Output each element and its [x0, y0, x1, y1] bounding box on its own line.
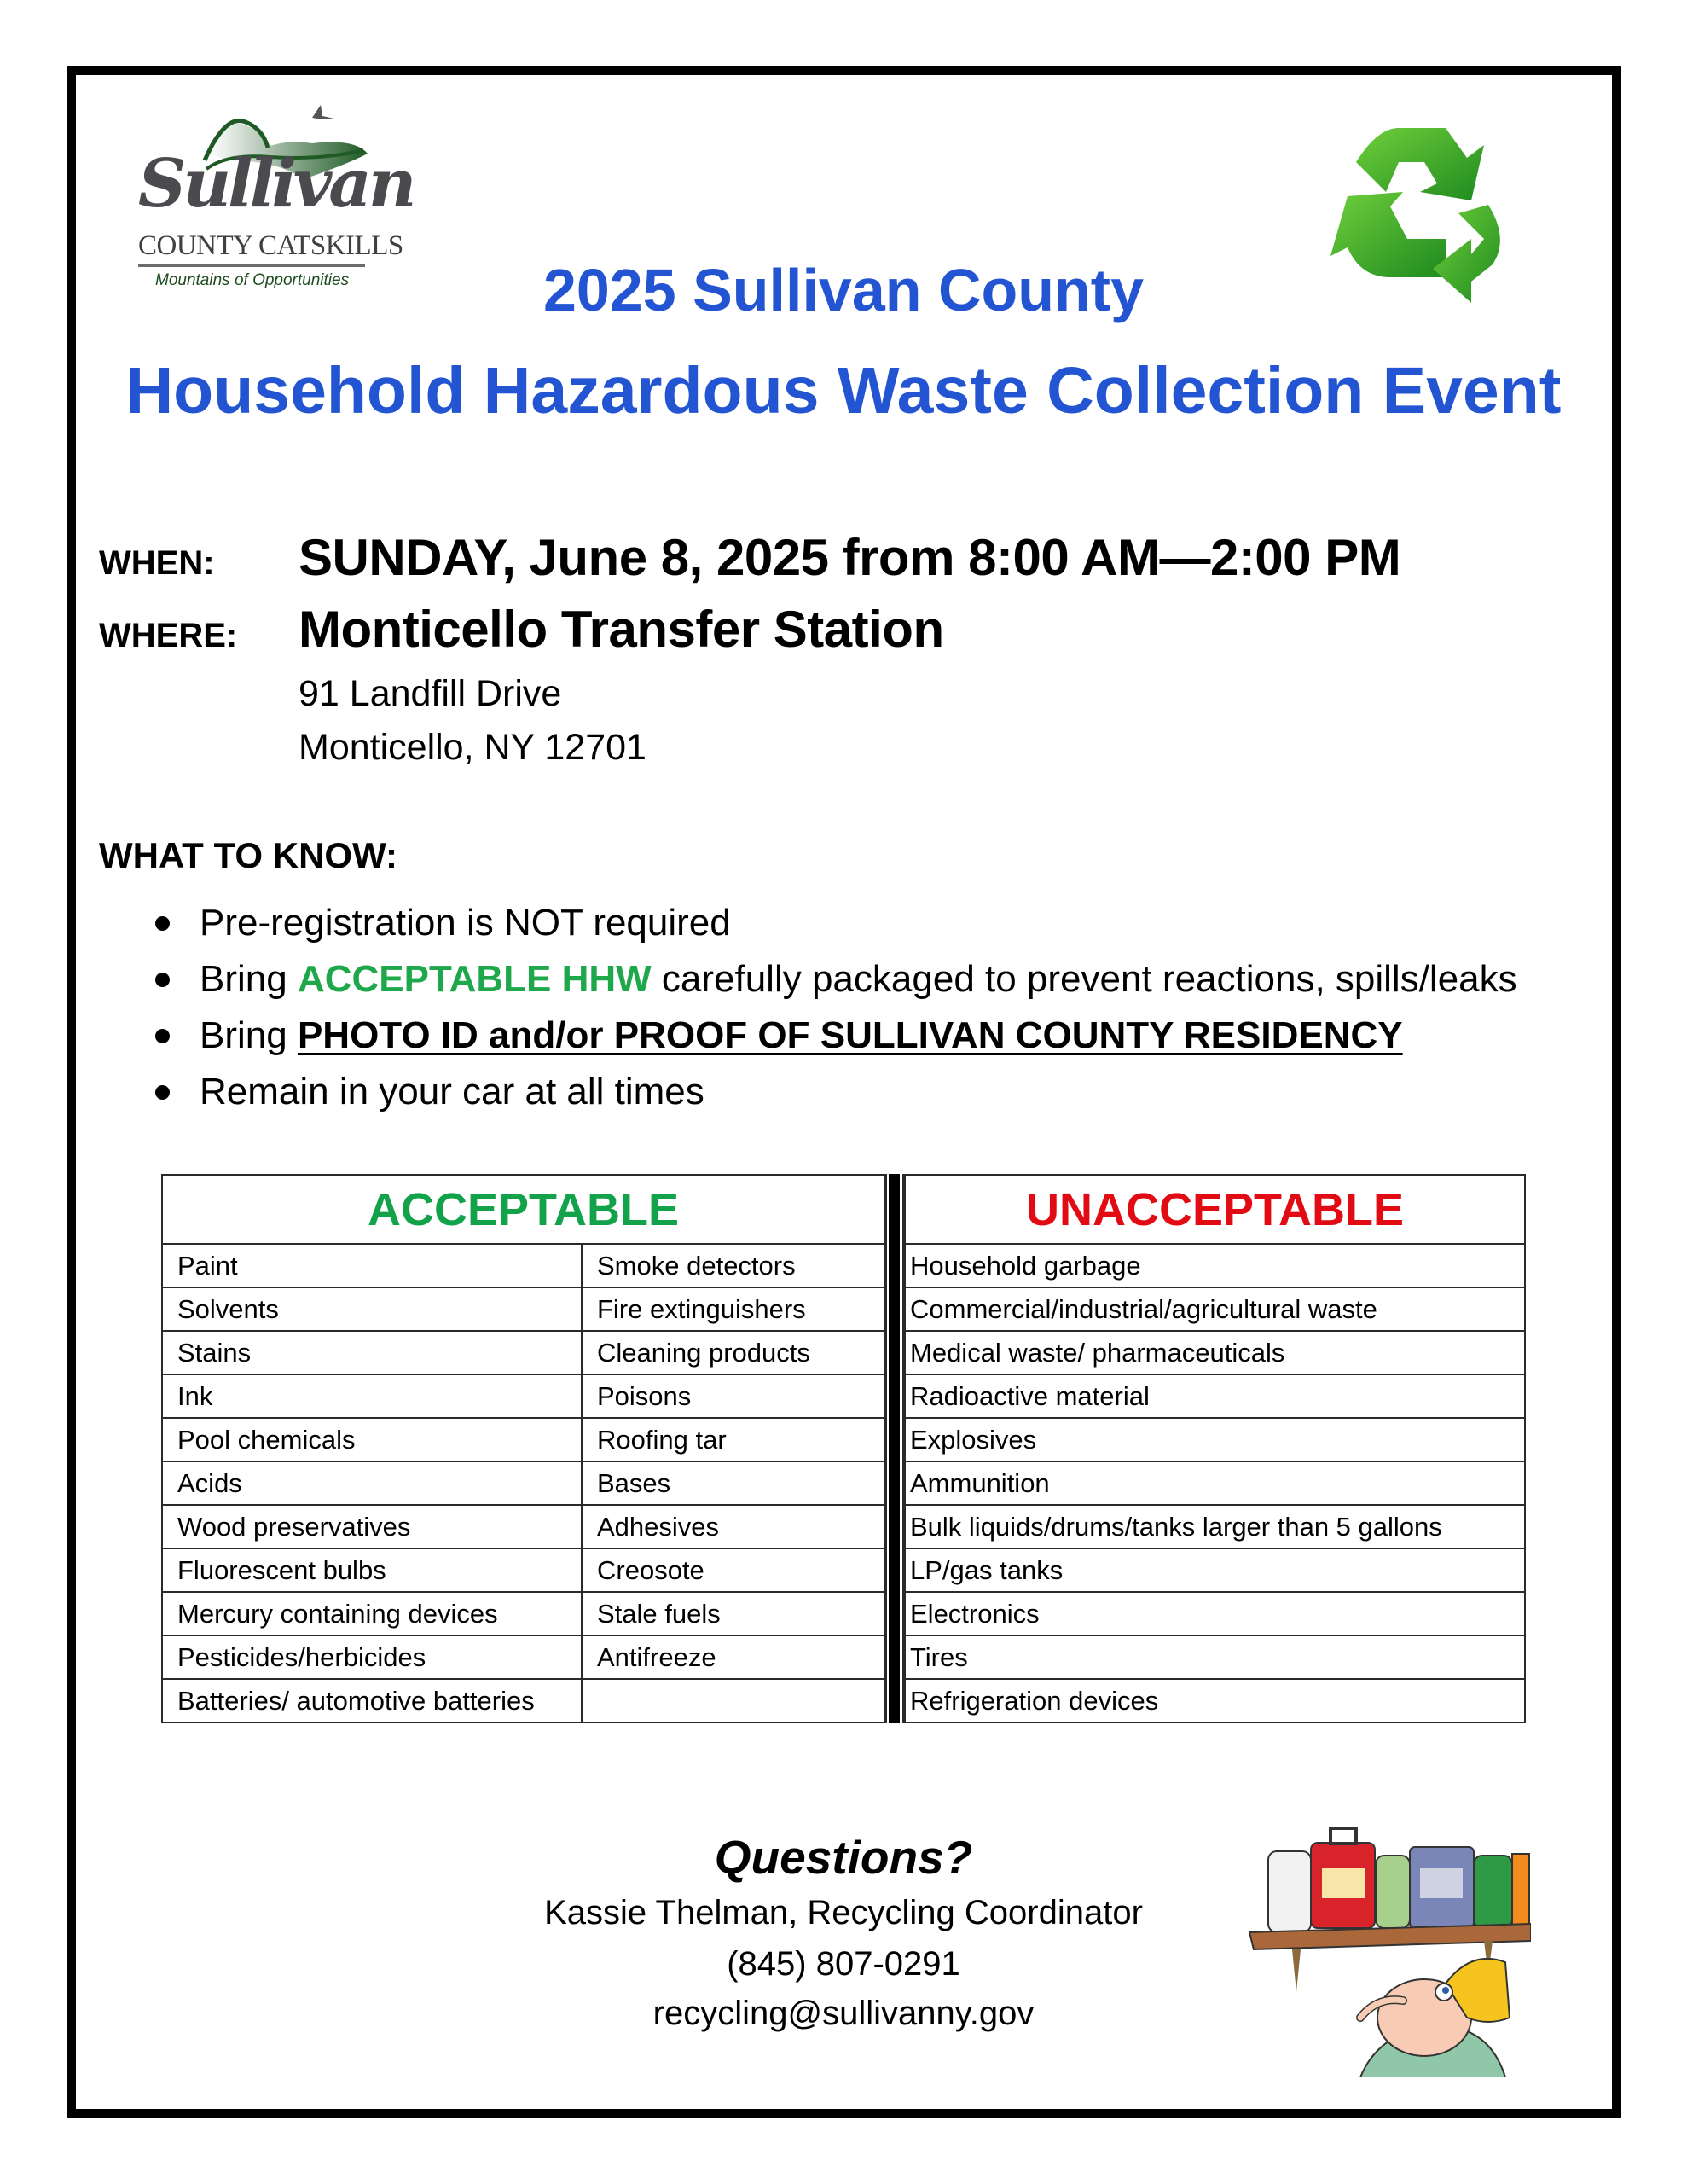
table-cell: Poisons	[597, 1381, 692, 1411]
table-row	[906, 1462, 1524, 1506]
logo-county-text: COUNTY CATSKILLS	[138, 230, 403, 261]
questions-title: Questions?	[714, 1831, 973, 1884]
table-row	[906, 1419, 1524, 1462]
table-cell: Bases	[597, 1468, 671, 1498]
table-cell: Smoke detectors	[597, 1251, 796, 1281]
waste-table	[161, 1174, 1526, 1723]
table-row	[163, 1288, 884, 1332]
table-cell: Tires	[910, 1642, 968, 1672]
table-cell: Explosives	[910, 1425, 1037, 1455]
table-cell: Stale fuels	[597, 1599, 721, 1629]
what-to-know-title: WHAT TO KNOW:	[99, 835, 397, 875]
table-cell: Paint	[163, 1245, 583, 1287]
table-row	[163, 1375, 884, 1419]
table-row	[163, 1245, 884, 1288]
table-cell: Creosote	[597, 1555, 704, 1585]
contact-name: Kassie Thelman, Recycling Coordinator	[544, 1894, 1143, 1931]
table-row	[163, 1506, 884, 1549]
table-cell: Adhesives	[597, 1512, 720, 1542]
table-cell: Cleaning products	[597, 1338, 810, 1368]
table-row	[163, 1549, 884, 1593]
logo-tagline: Mountains of Opportunities	[155, 271, 350, 289]
table-cell	[583, 1680, 884, 1722]
photo-id-emphasis: PHOTO ID and/or PROOF OF SULLIVAN COUNTY RESIDENCY	[297, 1014, 1403, 1056]
where-label: WHERE:	[99, 617, 238, 654]
table-cell: Ammunition	[910, 1468, 1050, 1498]
logo-script-text: Sullivan	[138, 145, 414, 223]
table-row	[163, 1636, 884, 1680]
table-cell: Bulk liquids/drums/tanks larger than 5 gallons	[910, 1512, 1442, 1542]
table-cell: LP/gas tanks	[910, 1555, 1064, 1585]
address-line-1: 91 Landfill Drive	[299, 673, 562, 714]
bullet-text: Bring	[200, 958, 298, 1000]
table-row	[906, 1549, 1524, 1593]
table-row	[906, 1288, 1524, 1332]
table-cell: Refrigeration devices	[910, 1686, 1159, 1716]
table-row	[163, 1680, 884, 1722]
bullet-text: Remain in your car at all times	[200, 1071, 704, 1112]
table-row	[906, 1506, 1524, 1549]
table-cell: Ink	[163, 1375, 583, 1417]
table-cell: Electronics	[910, 1599, 1040, 1629]
table-row	[163, 1593, 884, 1636]
contact-phone: (845) 807-0291	[727, 1945, 960, 1983]
table-cell: Pool chemicals	[163, 1419, 583, 1461]
unacceptable-table	[904, 1174, 1526, 1723]
table-cell: Medical waste/ pharmaceuticals	[910, 1338, 1285, 1368]
list-item	[152, 1014, 1602, 1073]
unacceptable-header: UNACCEPTABLE	[906, 1176, 1524, 1245]
table-cell: Wood preservatives	[163, 1506, 583, 1548]
table-cell: Household garbage	[910, 1251, 1141, 1281]
table-divider	[885, 1174, 904, 1723]
title-line-2: Household Hazardous Waste Collection Event	[125, 354, 1562, 427]
where-value: Monticello Transfer Station	[299, 601, 944, 658]
table-row	[906, 1593, 1524, 1636]
acceptable-hhw-highlight: ACCEPTABLE HHW	[297, 958, 652, 1000]
when-value: SUNDAY, June 8, 2025 from 8:00 AM—2:00 PM	[299, 529, 1401, 586]
table-cell: Roofing tar	[597, 1425, 727, 1455]
hazardous-shelf-illustration	[1249, 1821, 1531, 2077]
table-cell: Acids	[163, 1462, 583, 1504]
address-line-2: Monticello, NY 12701	[299, 727, 646, 768]
when-label: WHEN:	[99, 544, 215, 582]
list-item	[152, 904, 1602, 961]
bullet-text: carefully packaged to prevent reactions, spills/leaks	[651, 958, 1517, 1000]
title-line-1: 2025 Sullivan County	[542, 257, 1145, 323]
contact-email[interactable]: recycling@sullivanny.gov	[652, 1995, 1035, 2032]
table-row	[906, 1332, 1524, 1375]
table-row	[163, 1419, 884, 1462]
bullet-text: Pre-registration is NOT required	[200, 902, 731, 944]
table-cell: Batteries/ automotive batteries	[163, 1680, 583, 1722]
table-cell: Antifreeze	[597, 1642, 716, 1672]
bullet-text: Bring	[200, 1014, 298, 1056]
table-cell: Mercury containing devices	[163, 1593, 583, 1635]
table-cell: Commercial/industrial/agricultural waste	[910, 1294, 1377, 1324]
what-to-know-list	[152, 904, 1602, 1130]
table-row	[163, 1462, 884, 1506]
bullet-icon	[155, 1085, 170, 1100]
table-row	[906, 1636, 1524, 1680]
table-row	[906, 1245, 1524, 1288]
bullet-icon	[155, 973, 170, 987]
list-item	[152, 1073, 1602, 1130]
table-cell: Pesticides/herbicides	[163, 1636, 583, 1678]
table-cell: Solvents	[163, 1288, 583, 1330]
table-cell: Radioactive material	[910, 1381, 1150, 1411]
bullet-icon	[155, 916, 170, 931]
table-cell: Fire extinguishers	[597, 1294, 806, 1324]
bullet-icon	[155, 1029, 170, 1043]
table-row	[906, 1680, 1524, 1722]
table-cell: Fluorescent bulbs	[163, 1549, 583, 1591]
table-row	[163, 1332, 884, 1375]
acceptable-header: ACCEPTABLE	[163, 1176, 884, 1245]
table-cell: Stains	[163, 1332, 583, 1374]
list-item	[152, 958, 1602, 1017]
table-row	[906, 1375, 1524, 1419]
acceptable-table	[161, 1174, 885, 1723]
